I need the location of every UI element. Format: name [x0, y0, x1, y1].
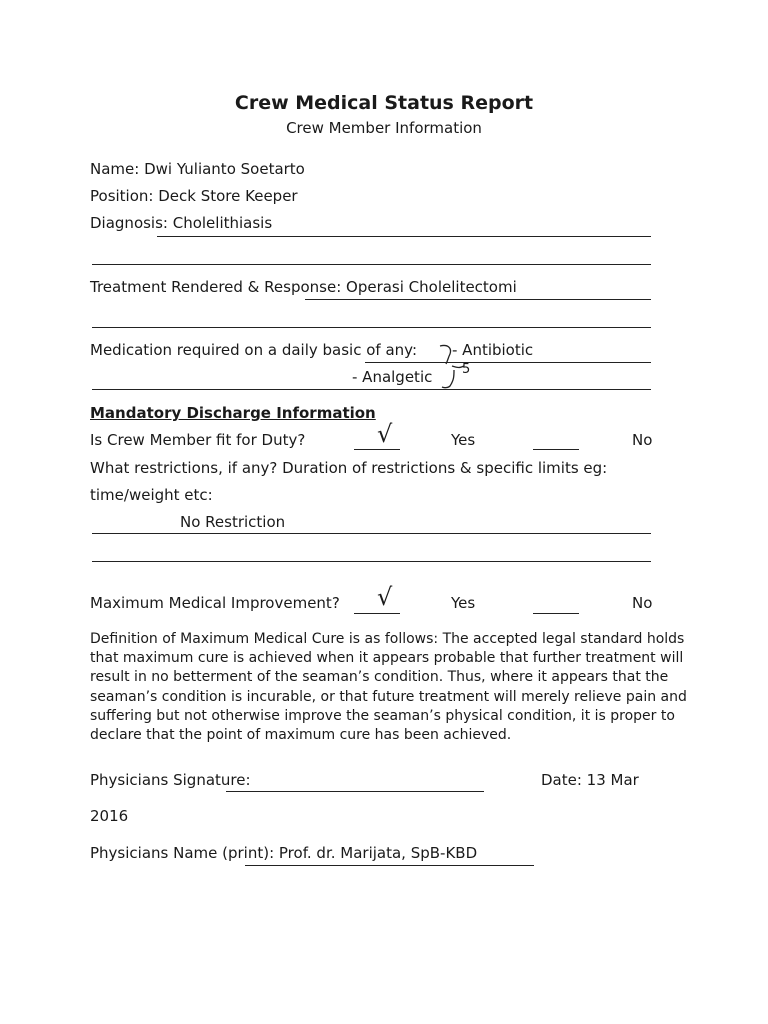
fit-duty-no-line: [533, 449, 579, 450]
restrictions-question-cont: time/weight etc:: [90, 486, 213, 504]
physician-signature-label: Physicians Signature:: [90, 771, 251, 789]
medication-line-2: [92, 389, 651, 390]
restrictions-question: What restrictions, if any? Duration of restrictions & specific limits eg:: [90, 459, 608, 477]
restrictions-line-2: [92, 561, 651, 562]
medication-days-note: 5: [462, 362, 471, 377]
mmi-question: Maximum Medical Improvement?: [90, 594, 340, 612]
medication-item-antibiotic: - Antibiotic: [452, 341, 534, 359]
crew-diagnosis: Diagnosis: Cholelithiasis: [90, 214, 273, 232]
report-title: Crew Medical Status Report: [234, 92, 534, 114]
mmi-yes-label: Yes: [451, 594, 476, 612]
restrictions-line-1: [92, 533, 651, 534]
fit-duty-yes-line: [354, 449, 400, 450]
diagnosis-line-2: [92, 264, 651, 265]
physician-signature-line: [226, 791, 484, 792]
fit-duty-question: Is Crew Member fit for Duty?: [90, 431, 306, 449]
medication-question: Medication required on a daily basic of any:: [90, 341, 417, 359]
physician-date-label: Date: 13 Mar: [541, 771, 639, 789]
crew-name: Name: Dwi Yulianto Soetarto: [90, 160, 305, 178]
fit-duty-no-label: No: [632, 431, 653, 449]
treatment-underline: [305, 299, 651, 300]
physician-date-year: 2016: [90, 807, 129, 825]
mmi-definition-paragraph: Definition of Maximum Medical Cure is as follows: The accepted legal standard holds that maximum cure is achieved when it appears probable that further treatment will result in no betterment of the seaman’s condition. Thus, where it appears that the seaman’s condition is incurable, or that future treatment will merely relieve pain and suffering but not otherwise improve the seaman’s physical condition, it is proper to declare that the point of maximum cure has been achieved.: [90, 631, 687, 744]
mmi-yes-line: [354, 613, 400, 614]
mmi-no-line: [533, 613, 579, 614]
mmi-check-mark: √: [377, 583, 393, 611]
crew-treatment: Treatment Rendered & Response: Operasi Cholelitectomi: [90, 278, 517, 296]
crew-position: Position: Deck Store Keeper: [90, 187, 298, 205]
treatment-line-2: [92, 327, 651, 328]
discharge-section-title: Mandatory Discharge Information: [90, 404, 376, 422]
diagnosis-underline: [157, 236, 651, 237]
mmi-no-label: No: [632, 594, 653, 612]
physician-name: Physicians Name (print): Prof. dr. Marijata, SpB-KBD: [90, 844, 478, 862]
restrictions-answer: No Restriction: [180, 513, 286, 531]
fit-duty-yes-label: Yes: [451, 431, 476, 449]
physician-name-line: [245, 865, 534, 866]
fit-duty-check-mark: √: [377, 420, 393, 448]
report-subtitle: Crew Member Information: [286, 119, 482, 137]
medication-underline: [365, 362, 651, 363]
medication-item-analgetic: - Analgetic: [352, 368, 433, 386]
